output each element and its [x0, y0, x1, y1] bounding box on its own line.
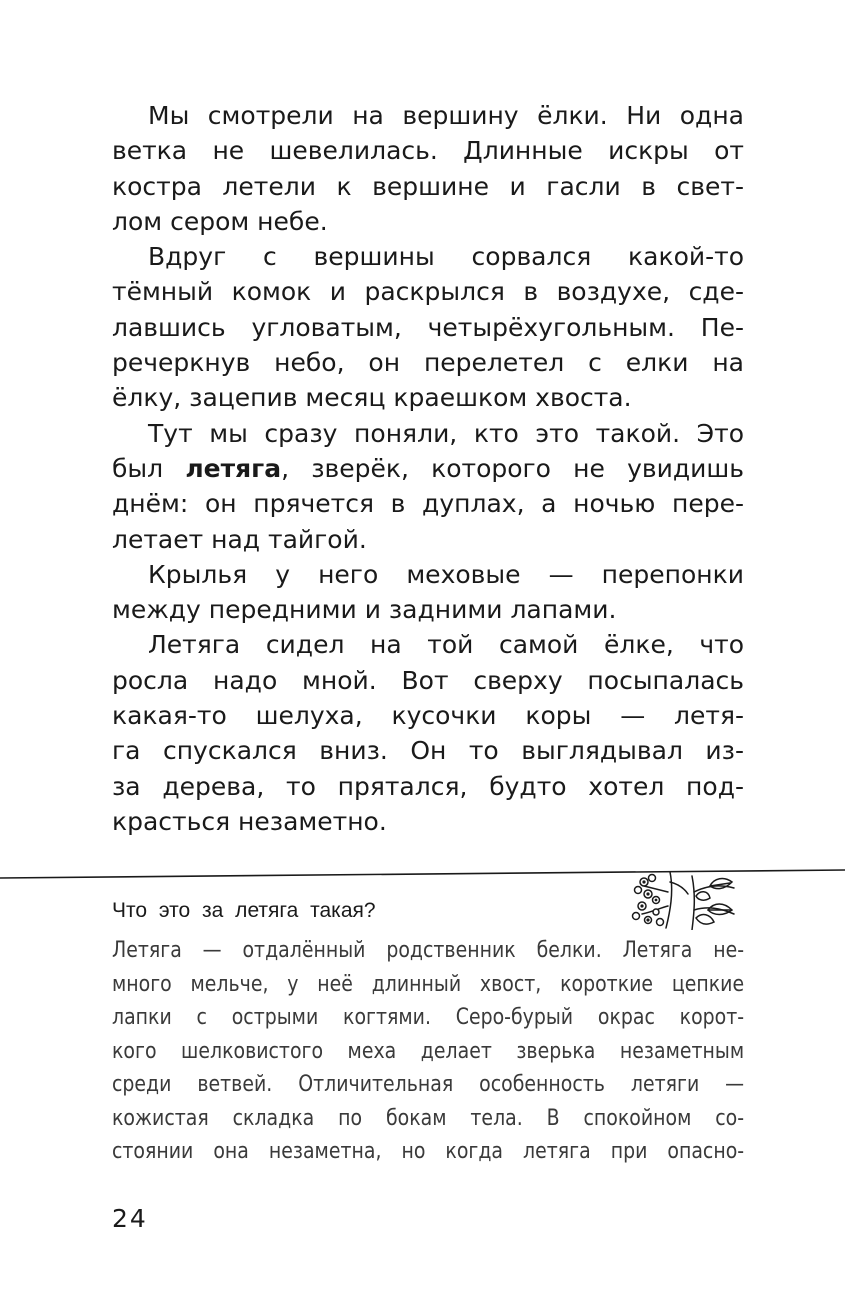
- text-line: росла надо мной. Вот сверху посыпалась: [112, 665, 744, 695]
- text-line: за дерева, то прятался, будто хотел под-: [112, 771, 744, 801]
- text-line: лавшись угловатым, четырёхугольным. Пе-: [112, 312, 744, 342]
- bold-term: летяга: [185, 453, 282, 483]
- text-line: Тут мы сразу поняли, кто это такой. Это: [148, 418, 744, 448]
- info-box-text: [112, 934, 744, 1169]
- text-line: красться незаметно.: [112, 806, 387, 836]
- text-line: Крылья у него меховые — перепонки: [148, 559, 744, 589]
- text-line: был летяга, зверёк, которого не увидишь: [112, 453, 744, 483]
- text-line: Мы смотрели на вершину ёлки. Ни одна: [148, 101, 744, 130]
- text-line: днём: он прячется в дуплах, а ночью пере-: [112, 489, 744, 519]
- text-line: Летяга сидел на той самой ёлке, что: [148, 630, 744, 660]
- info-box-line: лапки с острыми когтями. Серо-бурый окрас корот-: [112, 1005, 745, 1030]
- text-line: лом сером небе.: [112, 206, 328, 236]
- info-box-line: стоянии она незаметна, но когда летяга при опасно-: [112, 1139, 745, 1164]
- page-number: 24: [112, 1204, 148, 1233]
- info-box-line: кого шелковистого меха делает зверька незаметным: [112, 1038, 745, 1064]
- text-line: га спускался вниз. Он то выглядывал из-: [112, 736, 744, 766]
- text-line: летает над тайгой.: [112, 524, 367, 554]
- info-box-line: много мельче, у неё длинный хвост, короткие цепкие: [112, 971, 745, 997]
- info-box-line: кожистая складка по бокам тела. В спокойном со-: [112, 1105, 745, 1131]
- info-box-line: Летяга — отдалённый родственник белки. Летяга не-: [112, 938, 745, 963]
- info-box-title: Что это за летяга такая?: [112, 899, 376, 922]
- text-line: между передними и задними лапами.: [112, 595, 617, 625]
- text-line: тёмный комок и раскрылся в воздухе, сде-: [112, 277, 744, 307]
- plant-branch-icon: [630, 872, 738, 930]
- text-line: ёлку, зацепив месяц краешком хвоста.: [112, 383, 632, 413]
- text-line: Вдруг с вершины сорвался какой-то: [148, 242, 744, 272]
- text-line: костра летели к вершине и гасли в свет-: [112, 171, 744, 201]
- info-box-line: среди ветвей. Отличительная особенность летяги —: [112, 1072, 745, 1097]
- text-line: речеркнув небо, он перелетел с елки на: [112, 348, 744, 378]
- text-line: ветка не шевелилась. Длинные искры от: [112, 136, 744, 166]
- text-line: какая-то шелуха, кусочки коры — летя-: [112, 701, 744, 731]
